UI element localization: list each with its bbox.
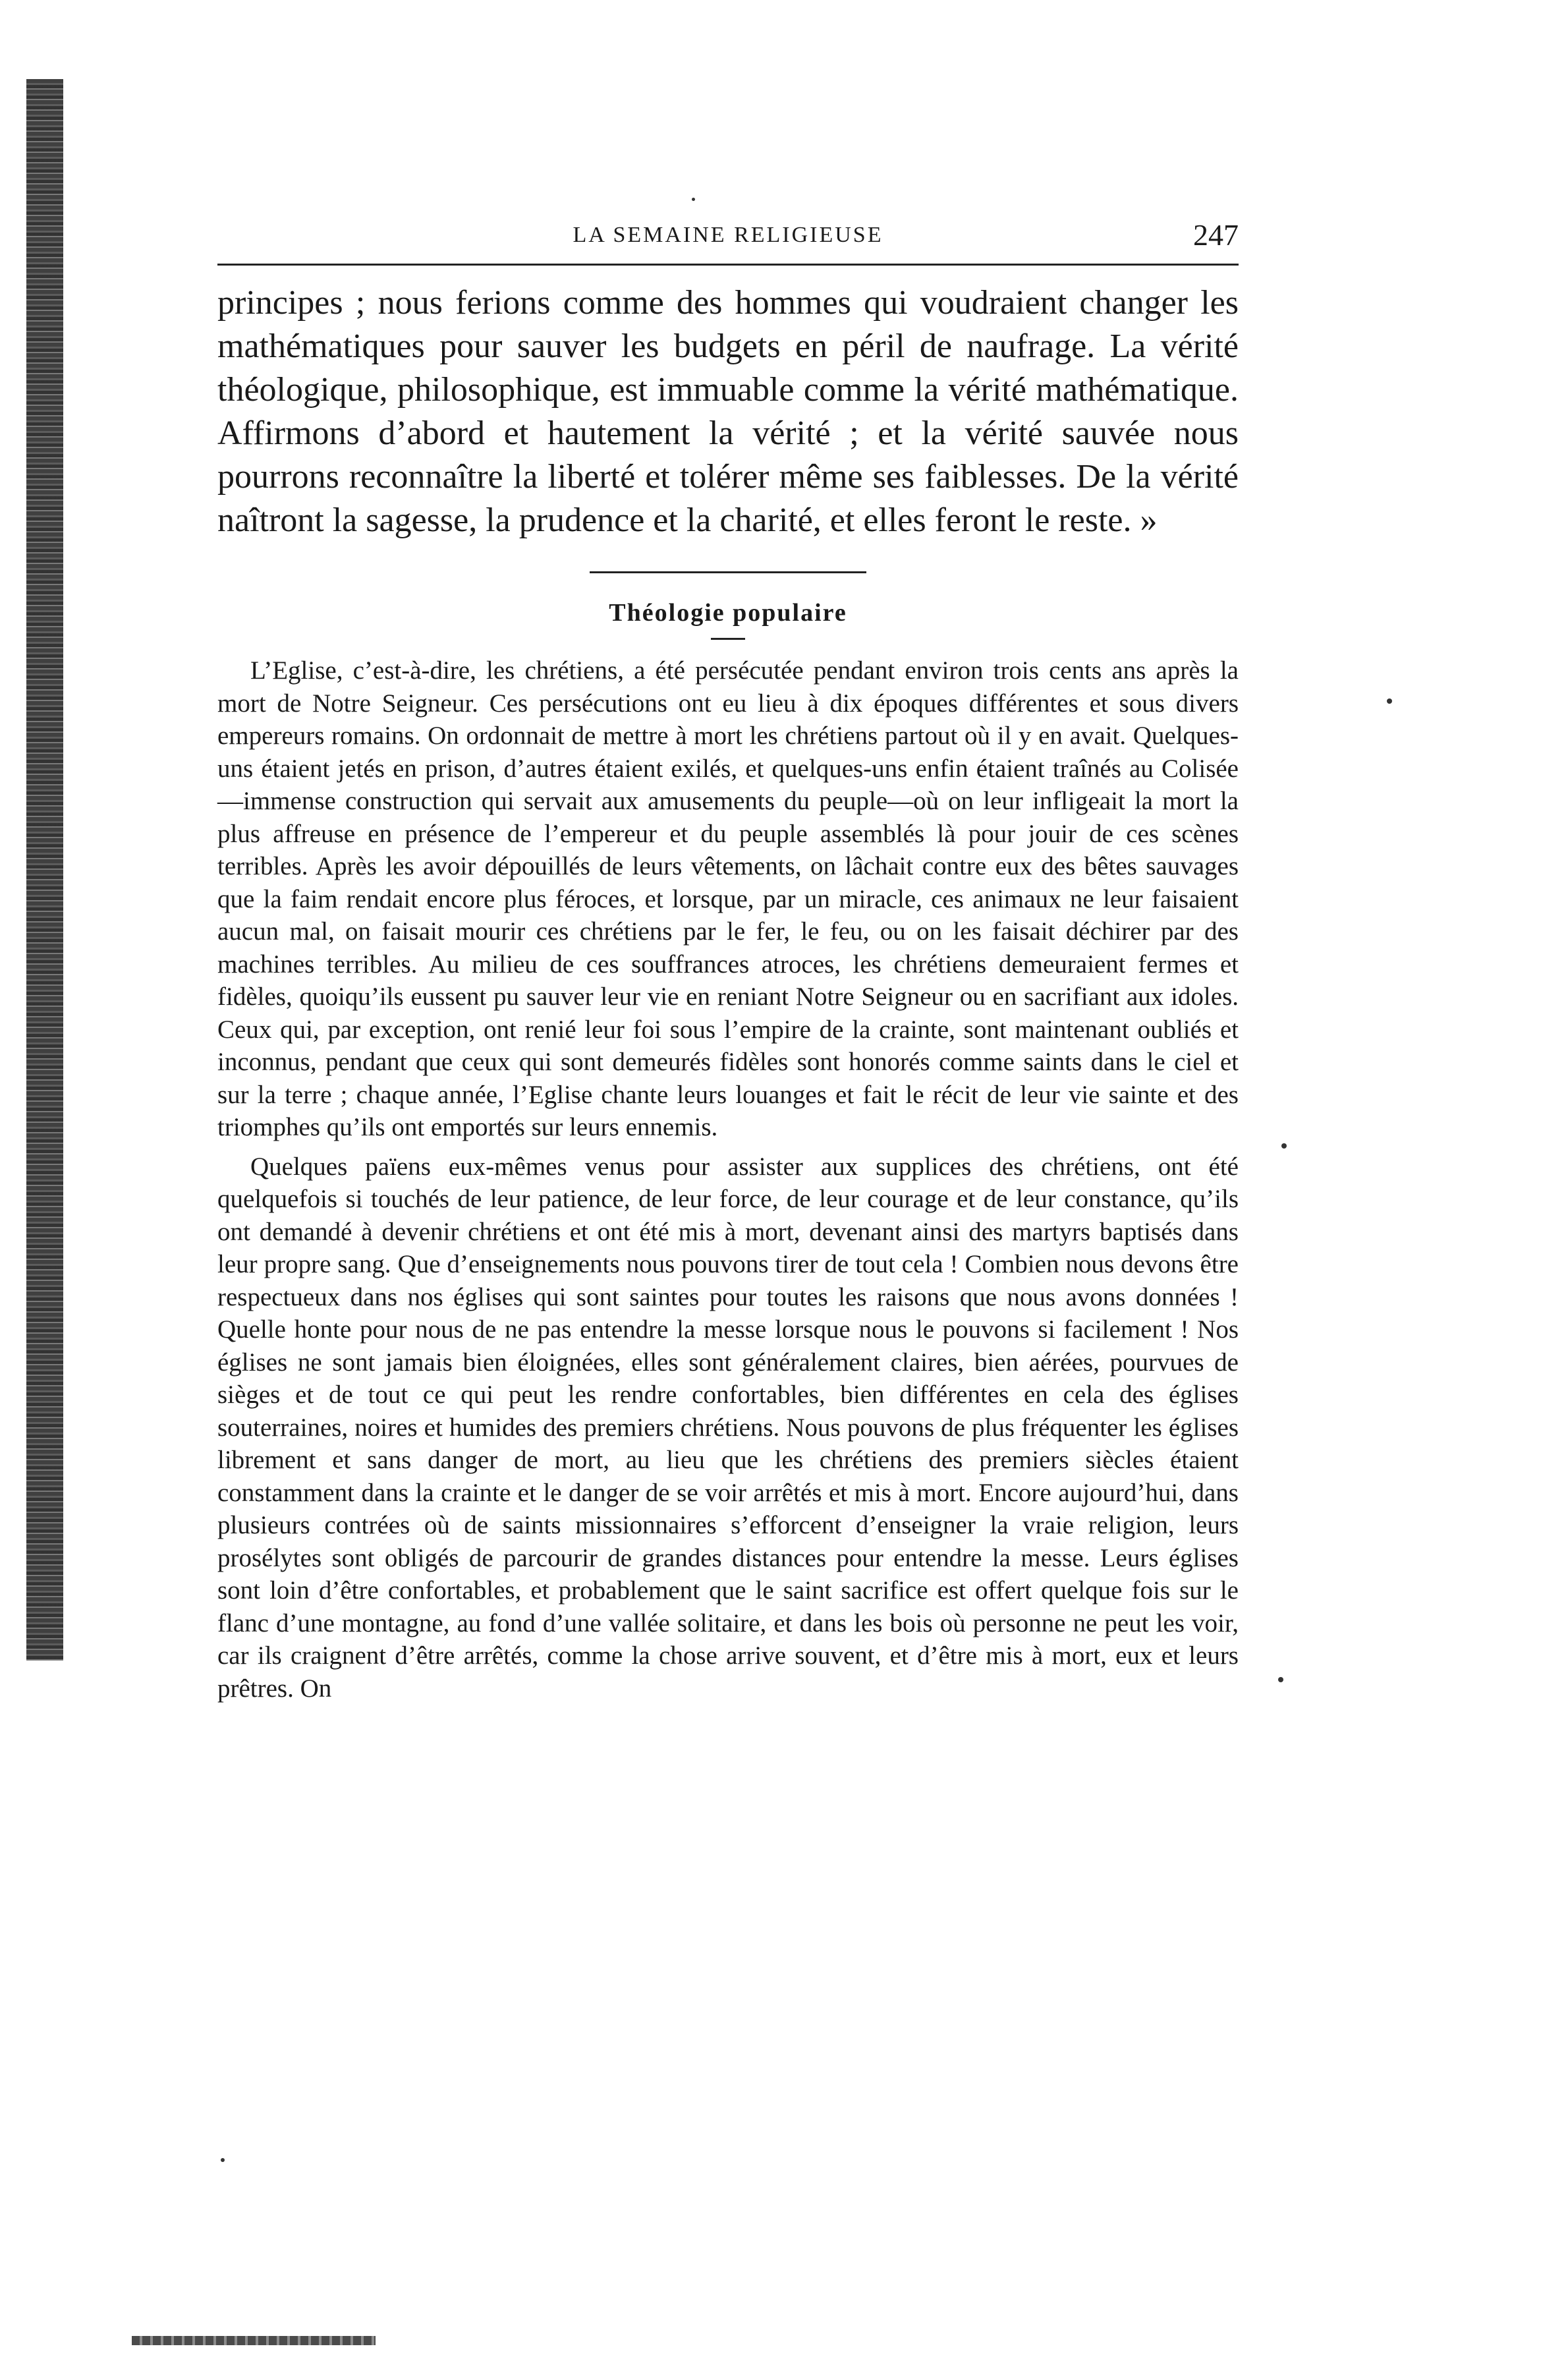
running-title: LA SEMAINE RELIGIEUSE bbox=[573, 223, 883, 247]
scan-speck bbox=[1281, 1143, 1287, 1149]
title-rule bbox=[711, 638, 745, 640]
header-rule bbox=[217, 264, 1239, 266]
running-head bbox=[217, 217, 1239, 257]
scan-speck bbox=[221, 2158, 225, 2162]
quote-paragraph: principes ; nous ferions comme des hommes qui voudraient changer les mathématiques pour sauver les budgets en péril de naufrage. La vérité théologique, philosophique, est immuable comme la vérité mathématique. Affirmons d’abord et hautement la vérité ; et la vérité sauvée nous pourrons reconnaître la liberté et tolérer même ses faiblesses. De la vérité naîtront la sagesse, la prudence et la charité, et elles feront le reste. » bbox=[217, 284, 1239, 539]
body-paragraph: L’Eglise, c’est-à-dire, les chrétiens, a été persécutée pendant environ trois cents ans après la mort de Notre Seigneur. Ces persécutions ont eu lieu à dix époques différentes et sous divers empereurs romains. On ordonnait de mettre à mort les chrétiens partout où il y en avait. Quelques-uns étaient jetés en prison, d’autres étaient exilés, et quelques-uns enfin étaient traînés au Colisée—immense construction qui servait aux amusements du peuple—où on leur infligeait la mort la plus affreuse en présence de l’empereur et du peuple assemblés là pour jouir de ces scènes terribles. Après les avoir dépouillés de leurs vêtements, on lâchait contre eux des bêtes sauvages que la faim rendait encore plus féroces, et lorsque, par un miracle, ces animaux ne leur faisaient aucun mal, on faisait mourir ces chrétiens par le fer, le feu, ou on les faisait déchirer par des machines terribles. Au milieu de ces souffrances atroces, les chrétiens demeuraient fermes et fidèles, quoiqu’ils eussent pu sauver leur vie en reniant Notre Seigneur ou en sacrifiant aux idoles. Ceux qui, par exception, ont renié leur foi sous l’empire de la crainte, sont maintenant oubliés et inconnus, pendant que ceux qui sont demeurés fidèles sont honorés comme saints dans le ciel et sur la terre ; chaque année, l’Eglise chante leurs louanges et fait le récit de leur vie sainte et des triomphes qu’ils ont emportés sur leurs ennemis. bbox=[217, 656, 1239, 1141]
section-body bbox=[217, 654, 1239, 1705]
body-paragraph: Quelques païens eux-mêmes venus pour assister aux supplices des chrétiens, ont été quelquefois si touchés de leur patience, de leur force, de leur courage et de leur constance, qu’ils ont demandé à devenir chrétiens et ont été mis à mort, devenant ainsi des martyrs baptisés dans leur propre sang. Que d’enseignements nous pouvons tirer de tout cela ! Combien nous devons être respectueux dans nos églises qui sont saintes pour toutes les raisons que nous avons données ! Quelle honte pour nous de ne pas entendre la messe lorsque nous le pouvons si facilement ! Nos églises ne sont jamais bien éloignées, elles sont généralement claires, bien aérées, pourvues de sièges et de tout ce qui peut les rendre confortables, bien différentes en cela des églises souterraines, noires et humides des premiers chrétiens. Nous pouvons de plus fréquenter les églises librement et sans danger de mort, au lieu que les chrétiens des premiers siècles étaient constamment dans la crainte et le danger de se voir arrêtés et mis à mort. Encore aujourd’hui, dans plusieurs contrées où de saints missionnaires s’efforcent d’enseigner la vraie religion, leurs prosélytes sont obligés de parcourir de grandes distances pour entendre la messe. Leurs églises sont loin d’être confortables, et probablement que le saint sacrifice est offert quelque fois sur le flanc d’une montagne, au fond d’une vallée solitaire, et dans les bois où personne ne peut les voir, car ils craignent d’être arrêtés, comme la chose arrive souvent, et d’être mis à mort, eux et leurs prêtres. On bbox=[217, 1152, 1239, 1703]
scan-speck bbox=[1278, 1677, 1283, 1682]
section-title: Théologie populaire bbox=[609, 599, 847, 627]
book-page bbox=[217, 217, 1239, 1705]
quote-continuation bbox=[217, 281, 1239, 542]
scan-speck bbox=[692, 198, 695, 201]
binding-shadow bbox=[26, 79, 63, 1661]
section-separator bbox=[590, 571, 866, 573]
page-number: 247 bbox=[1193, 218, 1239, 252]
scan-speck bbox=[1387, 698, 1392, 704]
binding-edge-bottom bbox=[132, 2336, 376, 2345]
